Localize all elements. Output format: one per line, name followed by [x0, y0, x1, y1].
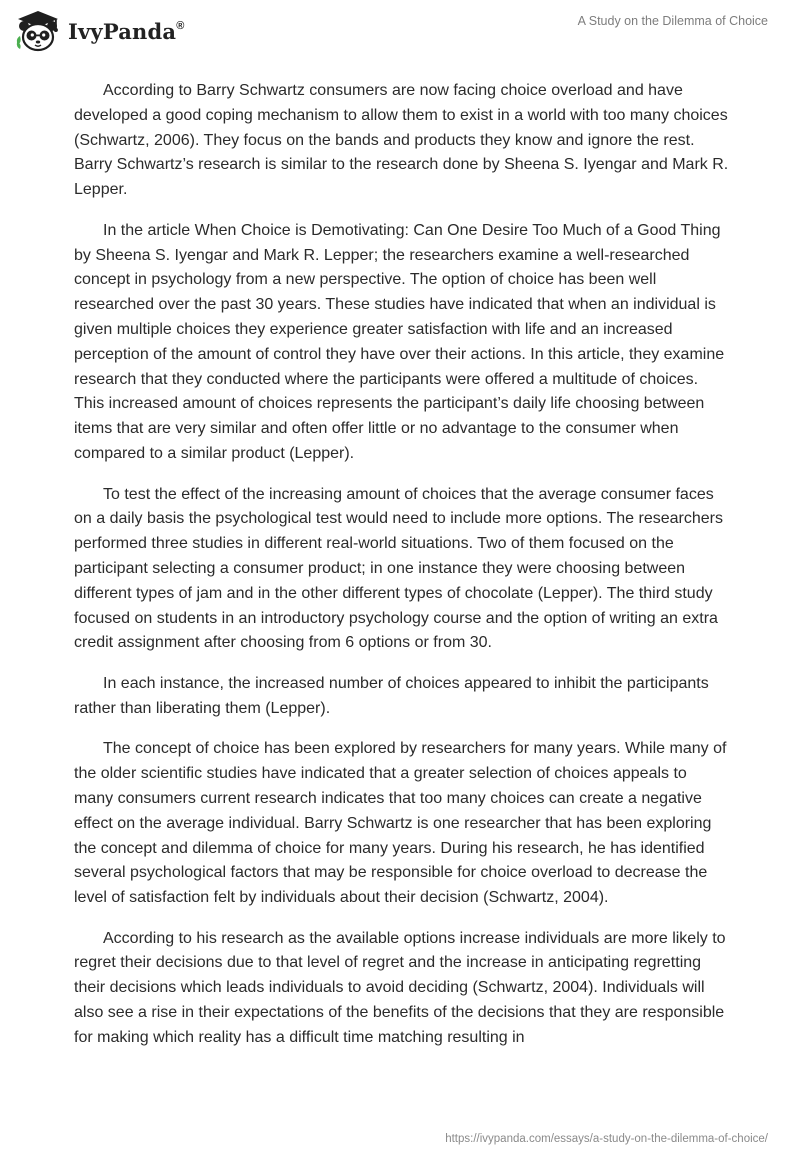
paragraph: The concept of choice has been explored by researchers for many years. While many of the older scientific studies have indicated that a greater selection of choices appeals to many consumers current research indicates that too many choices can create a negative effect on the average individual. Barry Schwartz is one researcher that has been exploring the concept and dilemma of choice for many years. During his research, he has identified several psychological factors that may be responsible for choice overload to decrease the level of satisfaction felt by individuals about their decision (Schwartz, 2004). [74, 740, 727, 907]
essay-body [74, 79, 730, 1066]
paragraph: According to his research as the available options increase individuals are more likely to regret their decisions due to that level of regret and the increase in anticipating regretting their decisions which leads individuals to avoid deciding (Schwartz, 2004). Individuals will also see a rise in their expectations of the benefits of the decisions that they are responsible for making which reality has a difficult time matching resulting in [74, 929, 726, 1046]
page-header [0, 0, 800, 60]
ivypanda-logo[interactable] [14, 8, 185, 54]
brand-name: IvyPanda® [68, 18, 185, 44]
paragraph: According to Barry Schwartz consumers are now facing choice overload and have developed a good coping mechanism to allow them to exist in a world with too many choices (Schwartz, 2006). They focus on the bands and products they know and ignore the rest. Barry Schwartz’s research is similar to the research done by Sheena S. Iyengar and Mark R. Lepper. [74, 82, 729, 199]
panda-graduate-icon [14, 9, 62, 53]
paragraph: In each instance, the increased number of choices appeared to inhibit the participants rather than liberating them (Lepper). [74, 674, 709, 717]
paragraph: To test the effect of the increasing amount of choices that the average consumer faces on a daily basis the psychological test would need to include more options. The researchers performed three studies in different real-world situations. Two of them focused on the participant selecting a consumer product; in one instance they were choosing between different types of jam and in the other different types of chocolate (Lepper). The third study focused on students in an introductory psychology course and the option of writing an extra credit assignment after choosing from 6 options or from 30. [74, 485, 723, 652]
paragraph: In the article When Choice is Demotivating: Can One Desire Too Much of a Good Thing by Sheena S. Iyengar and Mark R. Lepper; the researchers examine a well-researched concept in psychology from a new perspective. The option of choice has been well researched over the past 30 years. These studies have indicated that when an individual is given multiple choices they experience greater satisfaction with life and an increased perception of the amount of control they have over their actions. In this article, they examine research that they conducted where the participants were offered a multitude of choices. This increased amount of choices represents the participant’s daily life choosing between items that are very similar and often offer little or no advantage to the consumer when compared to a similar product (Lepper). [74, 221, 725, 462]
document-title: A Study on the Dilemma of Choice [577, 14, 768, 28]
source-url-link[interactable]: https://ivypanda.com/essays/a-study-on-the-dilemma-of-choice/ [445, 1133, 768, 1145]
